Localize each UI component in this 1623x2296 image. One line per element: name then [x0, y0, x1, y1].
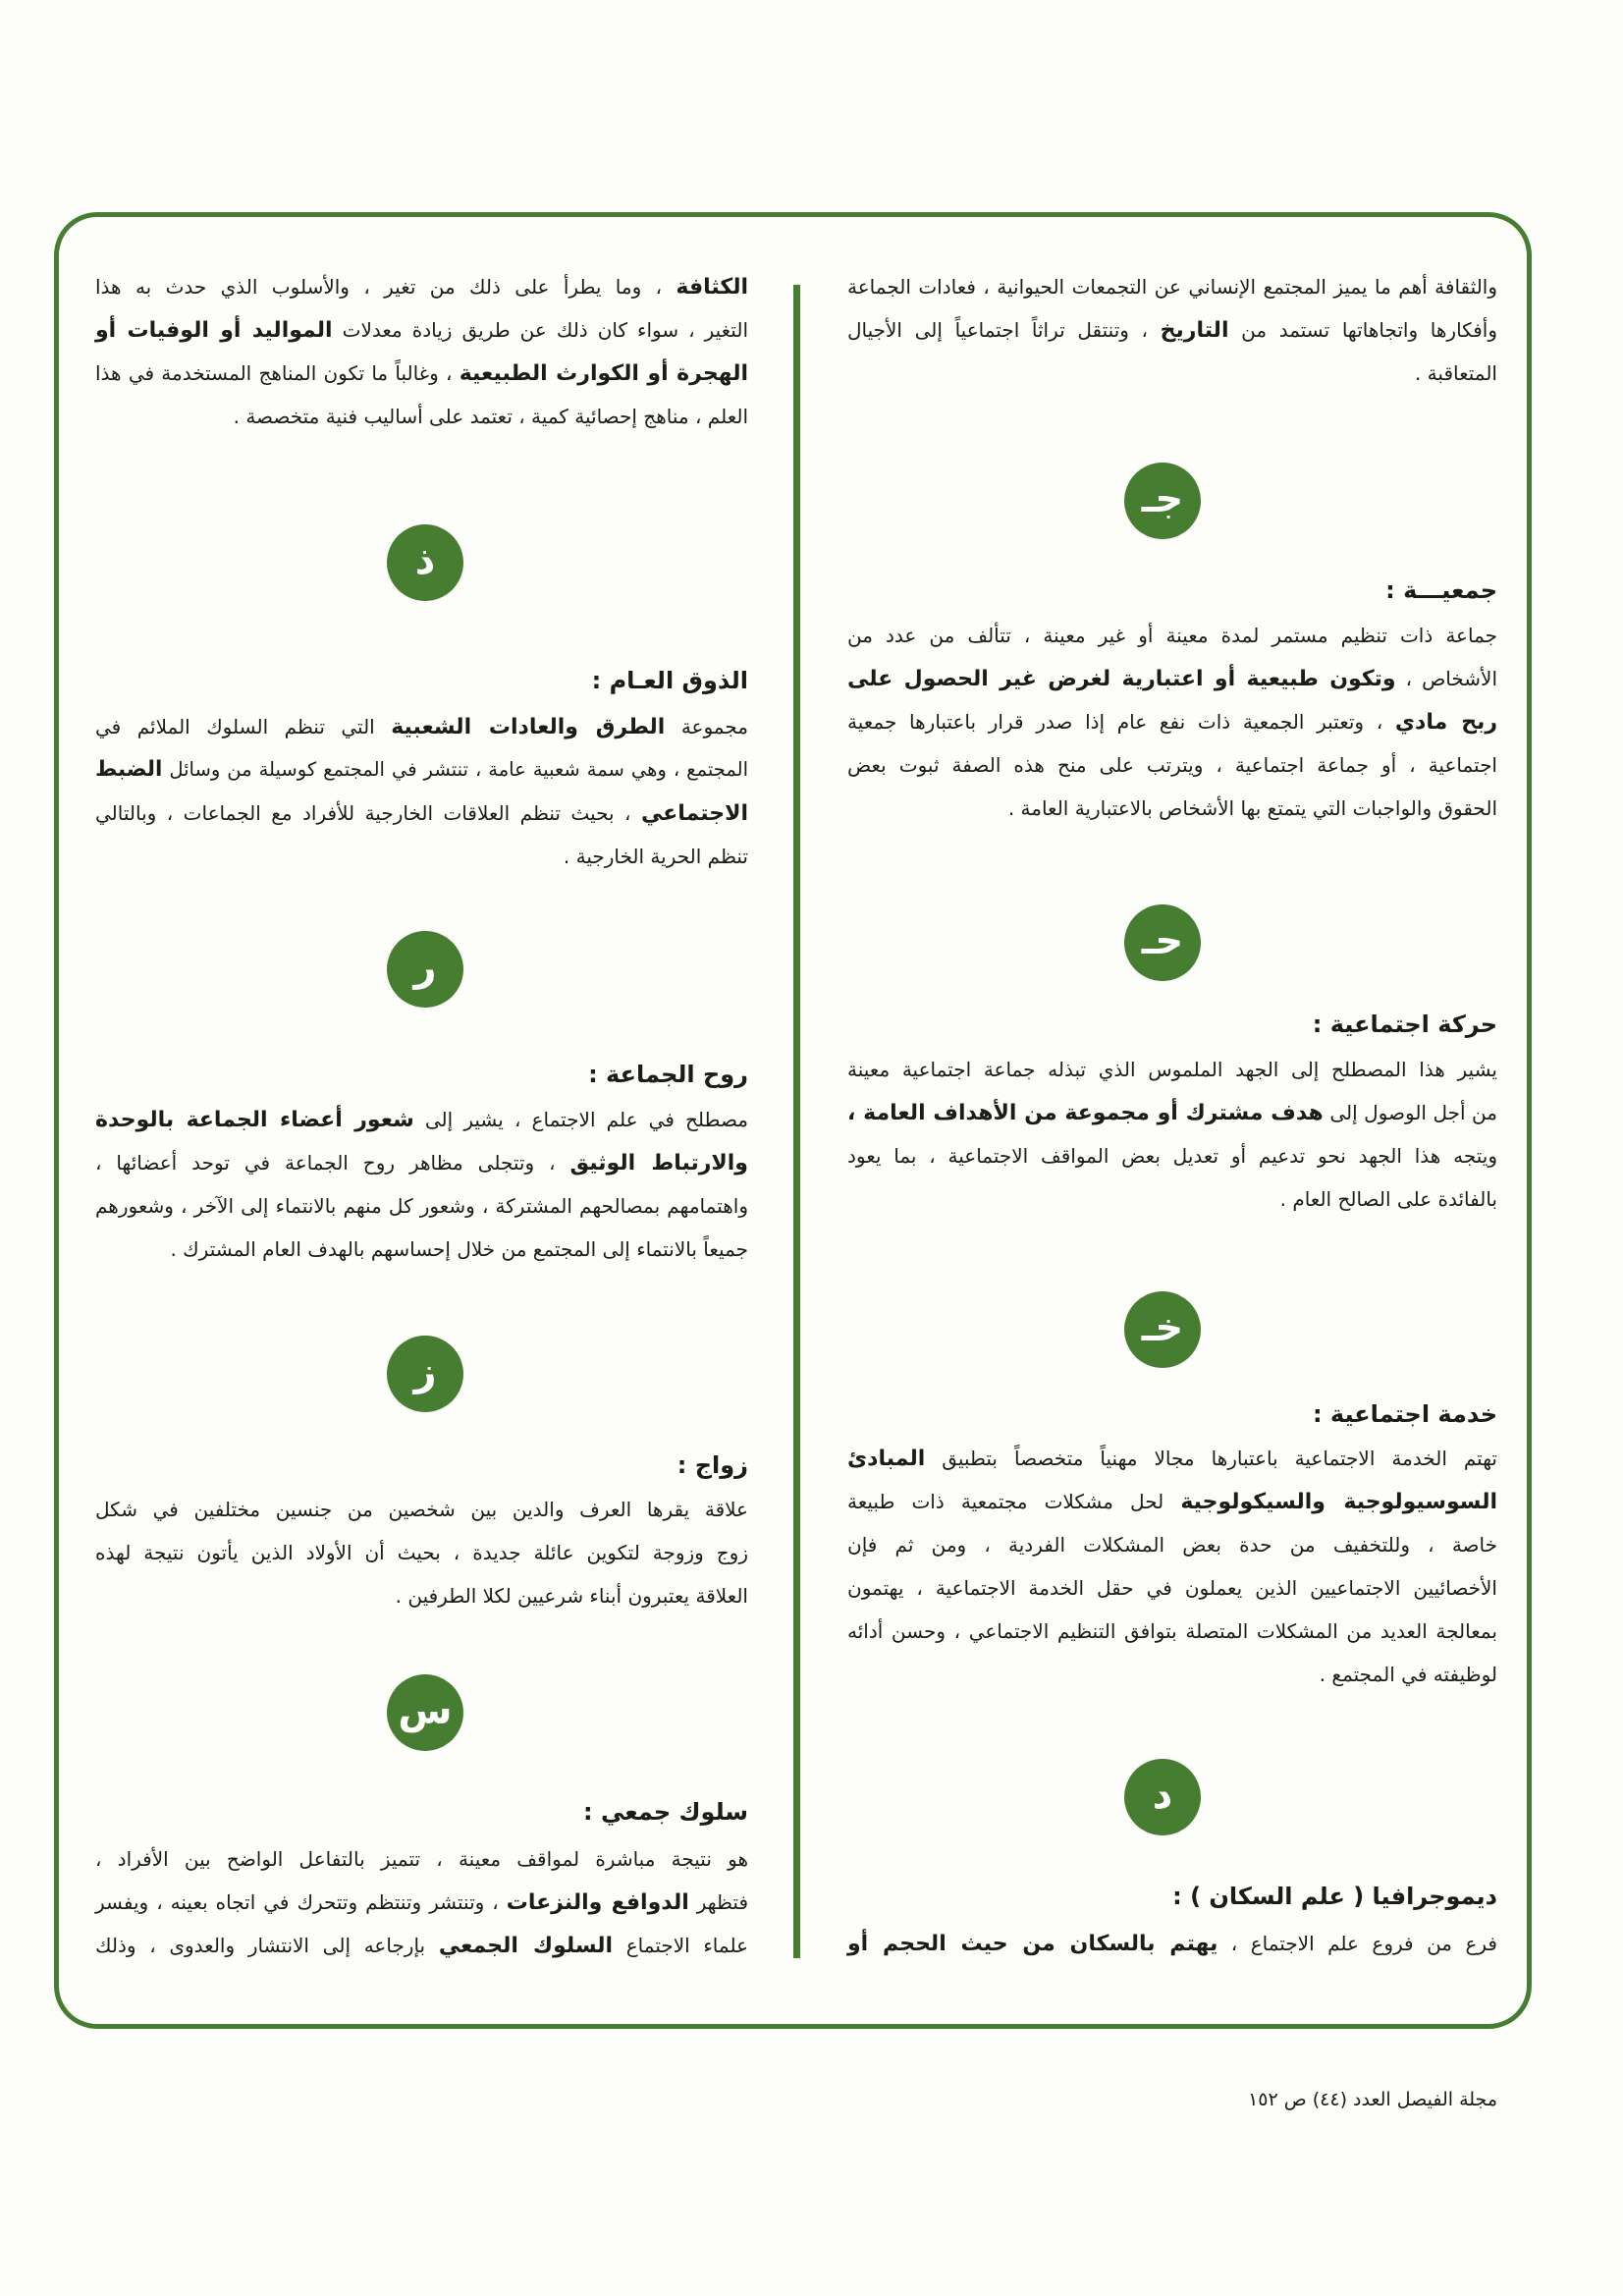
bold-term: الهجرة أو الكوارث الطبيعية — [459, 361, 749, 386]
text-run: واهتمامهم بمصالحهم المشتركة ، وشعور كل منهم بالانتماء إلى الآخر ، وشعورهم — [95, 1194, 748, 1218]
text-run: اجتماعية ، أو جماعة اجتماعية ، ويترتب على منح هذه الصفة ثبوت بعض — [847, 753, 1497, 777]
text-run: العلاقة يعتبرون أبناء شرعيين لكلا الطرفين . — [395, 1584, 748, 1608]
column-right — [847, 0, 1497, 2296]
text-run: يشير هذا المصطلح إلى الجهد الملموس الذي تبذله جماعة اجتماعية معينة — [847, 1058, 1497, 1081]
text-line — [95, 1141, 748, 1185]
text-line — [847, 1480, 1497, 1524]
bold-term: التاريخ — [1160, 318, 1229, 343]
text-run: لحل مشكلات مجتمعية ذات طبيعة — [847, 1490, 1181, 1513]
text-line — [847, 1653, 1497, 1696]
text-line — [95, 1837, 748, 1881]
section-letter-badge: ر — [387, 931, 463, 1008]
text-run: الأشخاص ، — [1395, 667, 1498, 690]
text-line — [847, 265, 1497, 308]
text-run: ، وتنتشر وتنتظم وتتحرك في اتجاه بعينه ، ويفسر — [95, 1890, 507, 1914]
text-line — [847, 1091, 1497, 1135]
text-run: التي تنظم السلوك الملائم في — [95, 715, 392, 738]
text-run: علماء الاجتماع — [613, 1934, 749, 1957]
text-run: ، بحيث تنظم العلاقات الخارجية للأفراد مع الجماعات ، وبالتالي — [95, 801, 641, 825]
text-line — [95, 1531, 748, 1574]
text-run: جميعاً بالانتماء إلى المجتمع من خلال إحساسهم بالهدف العام المشترك . — [170, 1237, 748, 1261]
text-line — [95, 835, 748, 878]
text-run: بالفائدة على الصالح العام . — [1279, 1187, 1497, 1211]
text-run: ويتجه هذا الجهد نحو تدعيم أو تعديل بعض المواقف الاجتماعية ، بما يعود — [847, 1144, 1497, 1168]
text-run: زوج وزوجة لتكوين عائلة جديدة ، بحيث أن الأولاد الذين يأتون نتيجة لهذه — [95, 1541, 748, 1564]
section-letter-badge: ز — [387, 1336, 463, 1412]
text-run: وأفكارها واتجاهاتها تستمد من — [1228, 318, 1497, 342]
entry-heading: سلوك جمعي : — [583, 1798, 748, 1826]
section-letter-badge: خـ — [1124, 1291, 1201, 1368]
bold-term: المواليد أو الوفيات أو — [95, 318, 333, 343]
section-letter-badge: حـ — [1124, 904, 1201, 981]
text-run: ، وتعتبر الجمعية ذات نفع عام إذا صدر قرار باعتبارها جمعية — [847, 710, 1395, 734]
text-run: خاصة ، وللتخفيف من حدة بعض المشكلات الفردية ، ومن ثم فإن — [847, 1533, 1497, 1557]
text-run: لوظيفته في المجتمع . — [1319, 1663, 1497, 1686]
section-letter-badge: د — [1124, 1759, 1201, 1835]
column-left — [95, 0, 748, 2296]
text-line — [847, 352, 1497, 395]
text-line — [847, 308, 1497, 353]
text-line — [95, 792, 748, 836]
text-line — [847, 1610, 1497, 1653]
entry-heading: حركة اجتماعية : — [1312, 1011, 1497, 1038]
text-line — [95, 1924, 748, 1968]
bold-term: الضبط — [95, 757, 163, 782]
entry-heading: خدمة اجتماعية : — [1312, 1400, 1497, 1428]
text-run: الأخصائيين الاجتماعيين الذين يعملون في حقل الخدمة الاجتماعية ، يهتمون — [847, 1576, 1497, 1600]
text-line — [95, 395, 748, 438]
entry-heading: زواج : — [676, 1451, 748, 1479]
bold-term: المبادئ — [847, 1447, 926, 1471]
text-run: فرع من فروع علم الاجتماع ، — [1217, 1932, 1497, 1955]
text-run: مصطلح في علم الاجتماع ، يشير إلى — [413, 1108, 749, 1131]
text-run: المتعاقبة . — [1414, 361, 1497, 385]
bold-term: هدف مشترك أو مجموعة من الأهداف العامة ، — [847, 1101, 1324, 1125]
text-run: العلم ، مناهج إحصائية كمية ، تعتمد على أساليب فنية متخصصة . — [233, 405, 748, 428]
text-run: بمعالجة العديد من المشكلات المتصلة بتوافق التنظيم الاجتماعي ، وحسن أدائه — [847, 1619, 1497, 1643]
text-run: تهتم الخدمة الاجتماعية باعتبارها مجالا مهنياً متخصصاً بتطبيق — [925, 1447, 1497, 1470]
text-run: ، وتتجلى مظاهر روح الجماعة في توحد أعضائها ، — [95, 1151, 570, 1175]
bold-term: يهتم بالسكان من حيث الحجم أو — [847, 1932, 1218, 1956]
text-line — [95, 1184, 748, 1228]
bold-term: الكثافة — [676, 275, 748, 300]
text-line — [95, 308, 748, 353]
text-line — [847, 1566, 1497, 1610]
bold-term: الاجتماعي — [640, 801, 748, 826]
text-line — [847, 657, 1497, 701]
text-run: والثقافة أهم ما يميز المجتمع الإنساني عن التجمعات الحيوانية ، فعادات الجماعة — [847, 275, 1497, 299]
text-run: المجتمع ، وهي سمة شعبية عامة ، تنتشر في المجتمع كوسيلة من وسائل — [162, 758, 748, 781]
bold-term: والارتباط الوثيق — [569, 1151, 748, 1175]
text-line — [847, 787, 1497, 830]
text-run: فتظهر — [688, 1890, 749, 1914]
column-divider — [793, 285, 800, 1958]
text-run: بإرجاعه إلى الانتشار والعدوى ، وذلك — [95, 1934, 439, 1957]
text-run: هو نتيجة مباشرة لمواقف معينة ، تتميز بالتفاعل الواضح بين الأفراد ، — [95, 1847, 748, 1871]
text-line — [95, 1098, 748, 1142]
section-letter-badge: س — [387, 1674, 463, 1751]
page-footer: مجلة الفيصل العدد (٤٤) ص ١٥٢ — [1248, 2089, 1497, 2110]
bold-term: ربح مادي — [1394, 710, 1497, 735]
text-run: جماعة ذات تنظيم مستمر لمدة معينة أو غير معينة ، تتألف من عدد من — [847, 624, 1497, 647]
text-run: علاقة يقرها العرف والدين بين شخصين من جنسين مختلفين في شكل — [95, 1498, 748, 1521]
text-line — [95, 705, 748, 749]
text-line — [847, 614, 1497, 657]
text-run: ، وغالباً ما تكون المناهج المستخدمة في هذا — [95, 361, 460, 385]
text-run: من أجل الوصول إلى — [1323, 1101, 1497, 1124]
bold-term: وتكون طبيعية أو اعتبارية لغرض غير الحصول على — [847, 667, 1396, 691]
text-run: الحقوق والواجبات التي يتمتع بها الأشخاص بالاعتبارية العامة . — [1007, 796, 1497, 820]
text-run: التغير ، سواء كان ذلك عن طريق زيادة معدلات — [332, 318, 748, 342]
section-letter-badge: جـ — [1124, 463, 1201, 539]
bold-term: السوسيولوجية والسيكولوجية — [1180, 1490, 1497, 1514]
text-line — [95, 1574, 748, 1617]
text-line — [847, 1048, 1497, 1091]
text-line — [95, 1488, 748, 1531]
text-line — [95, 1228, 748, 1271]
text-line — [95, 1881, 748, 1925]
text-line — [95, 748, 748, 792]
text-line — [847, 1437, 1497, 1481]
text-run: ، وما يطرأ على ذلك من تغير ، والأسلوب الذي حدث به هذا — [95, 275, 676, 299]
text-line — [847, 1134, 1497, 1177]
bold-term: شعور أعضاء الجماعة بالوحدة — [95, 1108, 414, 1132]
text-line — [95, 352, 748, 396]
section-letter-badge: ذ — [387, 524, 463, 601]
text-line — [847, 1523, 1497, 1566]
text-line — [847, 743, 1497, 787]
bold-term: السلوك الجمعي — [438, 1934, 614, 1958]
text-line — [95, 265, 748, 309]
text-line — [847, 1177, 1497, 1221]
entry-heading: ديموجرافيا ( علم السكان ) : — [1172, 1883, 1497, 1910]
bold-term: الطرق والعادات الشعبية — [391, 715, 666, 739]
entry-heading: الذوق العـام : — [591, 667, 748, 694]
text-run: تنظم الحرية الخارجية . — [563, 845, 748, 868]
text-line — [847, 1922, 1497, 1966]
entry-heading: جمعيـــة : — [1385, 576, 1497, 604]
text-line — [847, 700, 1497, 744]
entry-heading: روح الجماعة : — [588, 1061, 748, 1088]
bold-term: الدوافع والنزعات — [506, 1890, 689, 1915]
text-run: مجموعة — [665, 715, 748, 738]
text-run: ، وتنتقل تراثاً اجتماعياً إلى الأجيال — [847, 318, 1161, 342]
